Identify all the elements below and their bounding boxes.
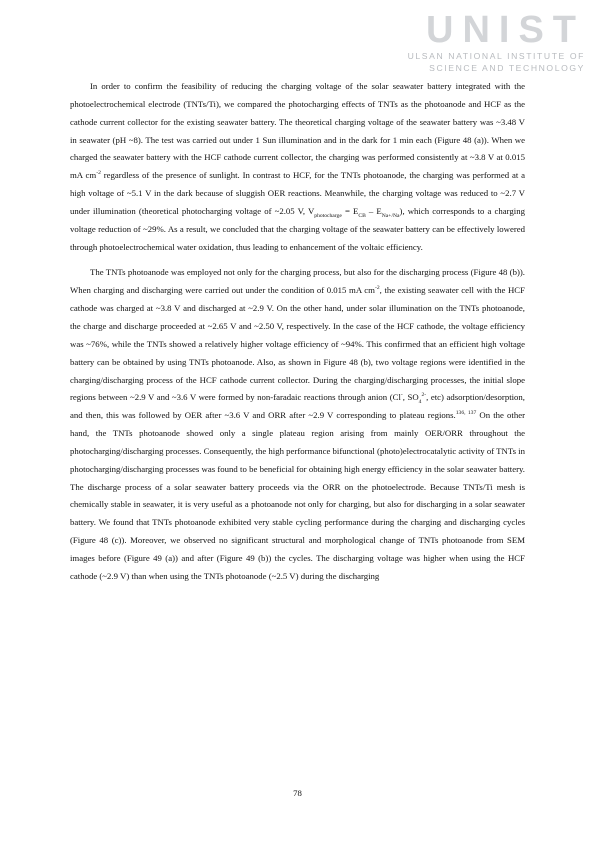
university-logo bbox=[407, 10, 585, 84]
logo-subtitle-line-1: ULSAN NATIONAL INSTITUTE OF bbox=[407, 51, 585, 61]
body-text bbox=[70, 78, 525, 586]
logo-wordmark: UNIST bbox=[426, 9, 585, 51]
paragraph-2: The TNTs photoanode was employed not only for the charging process, but also for the discharging process (Figure 48 (b)). When charging and discharging were carried out under the condition of 0.015 mA $cm^{-2}$, the existing seawater cell with the HCF cathode was charged at ~3.8 V and discharged at ~2.9 V. On the other hand, under solar illumination on the TNTs photoanode, the charge and discharge proceeded at ~2.65 V and ~2.50 V, respectively. In the case of the HCF cathode, the voltage efficiency was ~76%, while the TNTs showed a relatively higher voltage efficiency of ~94%. This confirmed that an efficient high voltage battery can be obtained by using TNTs photoanode. Also, as shown in Figure 48 (b), two voltage regions were identified in the charging/discharging process of the HCF cathode current collector. During the charging/discharging processes, the initial slope regions between ~2.9 V and ~3.6 V were formed by non-faradaic reactions through anion (Cl-, $SO_4^{2-}$, etc) adsorption/desorption, and then, this was followed by OER after ~3.6 V and ORR after ~2.9 V corresponding to plateau regions.$^{136, 137}$ On the other hand, the TNTs photoanode showed only a single plateau region arising from mainly OER/ORR throughout the photocharging/discharging processes. Consequently, the high performance bifunctional (photo)electrocatalytic activity of TNTs in photocharging/discharging processes was found to be beneficial for obtaining high energy efficiency in the solar seawater battery. The discharge process of a solar seawater battery proceeds via the ORR on the photoelectrode. Because TNTs/Ti mesh is chemically stable in seawater, it is very useful as a photoanode not only for charging, but also for discharging in a solar seawater battery. We found that TNTs photoanode exhibited very stable cycling performance during the charging and discharging cycles (Figure 48 (c)). Moreover, we observed no significant structural and morphological change of TNTs photoanode from SEM images before (Figure 49 (a)) and after (Figure 49 (b)) the cycles. The discharging voltage was higher when using the HCF cathode (~2.9 V) than when using the TNTs photoanode (~2.5 V) during the discharging bbox=[70, 267, 525, 581]
page-number: 78 bbox=[293, 788, 302, 798]
paragraph-1: In order to confirm the feasibility of reducing the charging voltage of the solar seawater battery integrated with the photoelectrochemical electrode (TNTs/Ti), we compared the photocharging effects of TNTs as the photoanode and HCF as the cathode current collector for the existing seawater battery. The theoretical charging voltage of the seawater battery was ~3.48 V in seawater (pH ~8). The test was carried out under 1 Sun illumination and in the dark for 1 min each (Figure 48 (a)). When we charged the seawater battery with the HCF cathode current collector, the charging was performed consistently at ~3.8 V at 0.015 mA $cm^{-2}$ regardless of the presence of sunlight. In contrast to HCF, for the TNTs photoanode, the charging was performed at a high voltage of ~5.1 V in the dark because of sluggish OER reactions. Meanwhile, the charging voltage was reduced to ~2.7 V under illumination (theoretical photocharging voltage of ~2.05 V, $V_{photocharge} = E_{CB} - E_{Na+/Na}$), which corresponds to a charging voltage reduction of ~29%. As a result, we concluded that the charging voltage of the seawater battery can be effectively lowered through photoelectrochemical water oxidation, thus leading to enhancement of the voltaic efficiency. bbox=[70, 81, 525, 252]
logo-subtitle-line-2: SCIENCE AND TECHNOLOGY bbox=[429, 63, 585, 73]
